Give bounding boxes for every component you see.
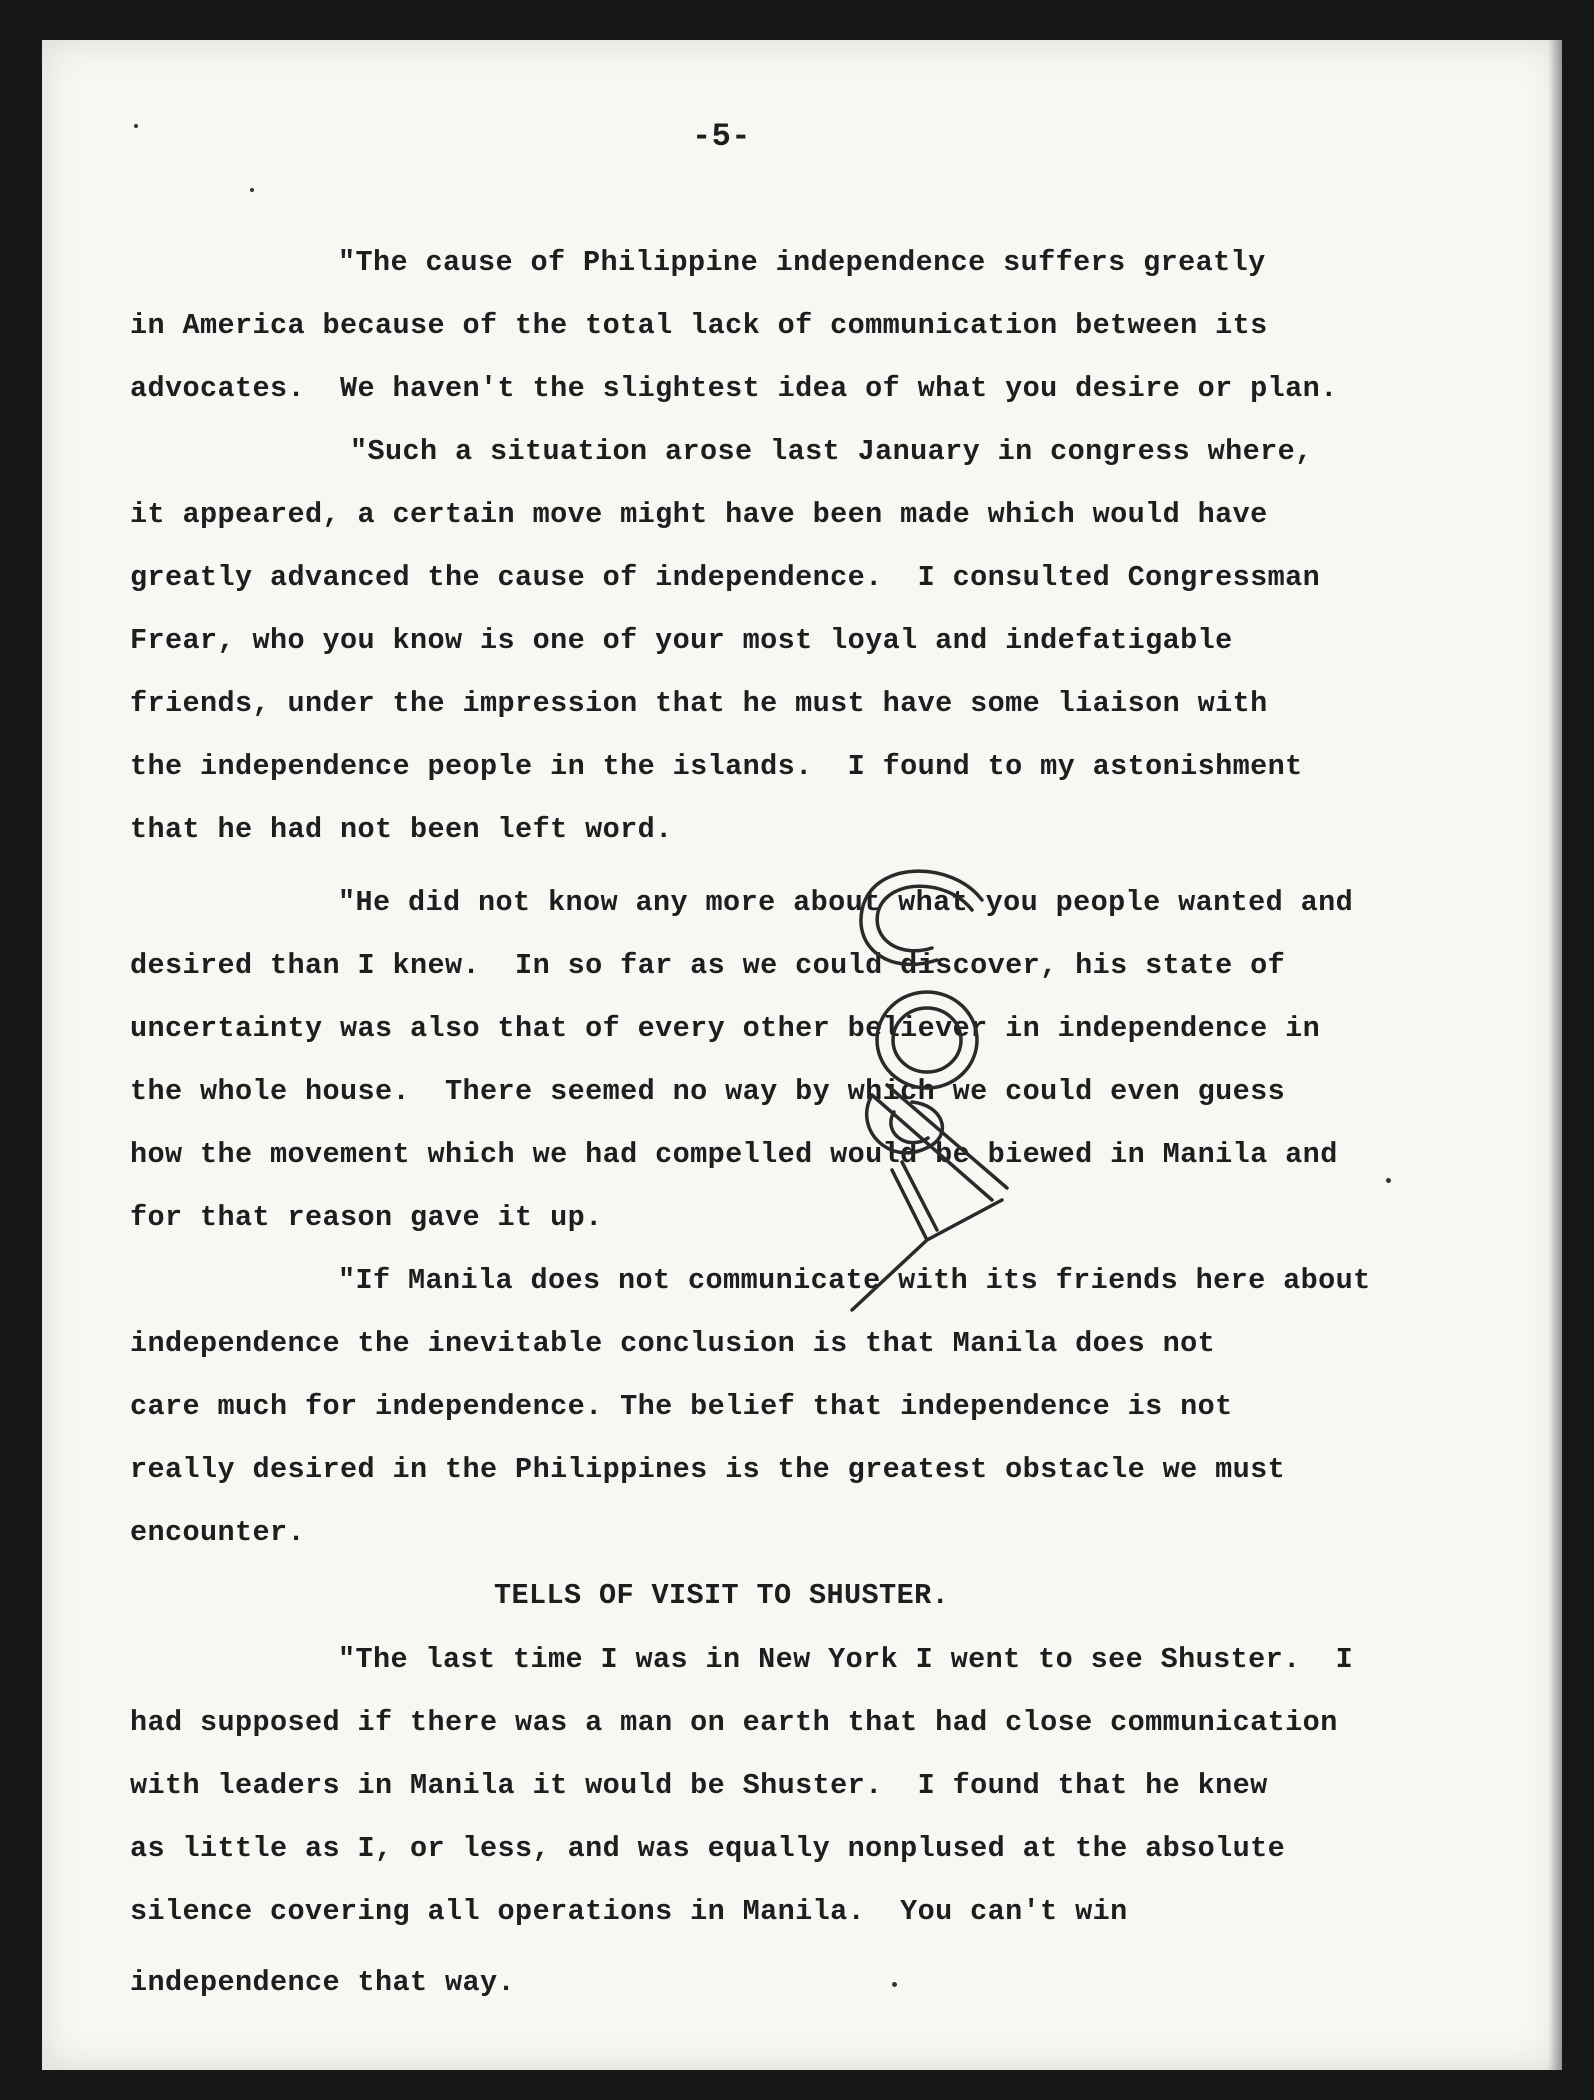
paragraph-line: friends, under the impression that he must have some liaison with bbox=[130, 687, 1268, 720]
paragraph-line: "He did not know any more about what you people wanted and bbox=[338, 886, 1354, 919]
paragraph-line: really desired in the Philippines is the greatest obstacle we must bbox=[130, 1453, 1286, 1486]
paragraph-line: with leaders in Manila it would be Shuster. I found that he knew bbox=[130, 1769, 1268, 1802]
paragraph-line: "The last time I was in New York I went to see Shuster. I bbox=[338, 1643, 1354, 1676]
paragraph-line: independence that way. bbox=[130, 1966, 516, 1999]
paragraph-line: "The cause of Philippine independence suffers greatly bbox=[338, 246, 1266, 279]
paragraph-line: Frear, who you know is one of your most loyal and indefatigable bbox=[130, 624, 1233, 657]
scan-speck bbox=[134, 124, 138, 128]
paragraph-line: uncertainty was also that of every other believer in independence in bbox=[130, 1012, 1321, 1045]
paragraph-line: care much for independence. The belief that independence is not bbox=[130, 1390, 1233, 1423]
section-heading: TELLS OF VISIT TO SHUSTER. bbox=[494, 1579, 950, 1612]
paragraph-line: the whole house. There seemed no way by which we could even guess bbox=[130, 1075, 1286, 1108]
paragraph-line: it appeared, a certain move might have been made which would have bbox=[130, 498, 1268, 531]
paragraph-line: independence the inevitable conclusion is that Manila does not bbox=[130, 1327, 1216, 1360]
paragraph-line: greatly advanced the cause of independence. I consulted Congressman bbox=[130, 561, 1321, 594]
page-edge-shadow bbox=[1548, 40, 1562, 2070]
scan-speck bbox=[1386, 1178, 1391, 1183]
paragraph-line: desired than I knew. In so far as we could discover, his state of bbox=[130, 949, 1286, 982]
paragraph-line: had supposed if there was a man on earth that had close communication bbox=[130, 1706, 1338, 1739]
page-number: -5- bbox=[692, 118, 751, 155]
scan-speck bbox=[892, 1982, 897, 1987]
paragraph-line: the independence people in the islands. I found to my astonishment bbox=[130, 750, 1303, 783]
scan-speck bbox=[250, 188, 254, 192]
paragraph-line: as little as I, or less, and was equally nonplused at the absolute bbox=[130, 1832, 1286, 1865]
paragraph-line: "If Manila does not communicate with its friends here about bbox=[338, 1264, 1371, 1297]
paragraph-line: for that reason gave it up. bbox=[130, 1201, 603, 1234]
paragraph-line: "Such a situation arose last January in congress where, bbox=[350, 435, 1313, 468]
paragraph-line: silence covering all operations in Manila. You can't win bbox=[130, 1895, 1128, 1928]
paragraph-line: that he had not been left word. bbox=[130, 813, 673, 846]
paragraph-line: advocates. We haven't the slightest idea of what you desire or plan. bbox=[130, 372, 1338, 405]
paragraph-line: in America because of the total lack of communication between its bbox=[130, 309, 1268, 342]
paragraph-line: encounter. bbox=[130, 1516, 306, 1549]
paragraph-line: how the movement which we had compelled would be biewed in Manila and bbox=[130, 1138, 1338, 1171]
document-page bbox=[42, 40, 1562, 2070]
